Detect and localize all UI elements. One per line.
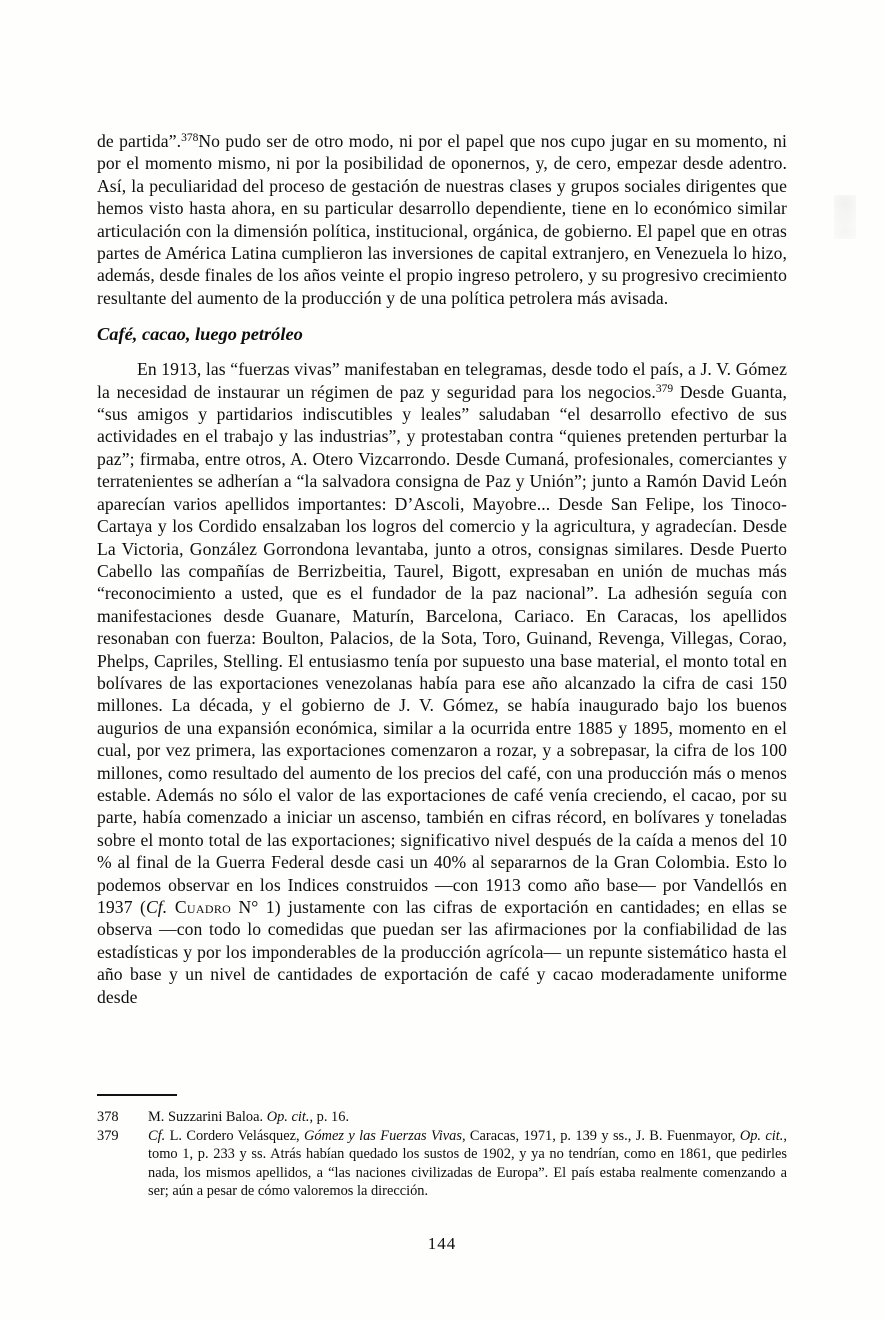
paragraph-cafe-cacao-seg4: N° 1) justamente con las cifras de exportación en cantidades; en ellas se observa —con todo lo comedidas que puedan ser las afirmaciones por la confiabilidad de las estadísticas y por los imponderables de la producción agrícola— un repunte sistemático hasta el año base y un nivel de cantidades de exportación de café y cacao moderadamente uniforme desde — [97, 897, 787, 1007]
paragraph-cafe-cacao-seg2: Desde Guanta, “sus amigos y partidarios indiscutibles y leales” saludaban “el desarrollo efectivo de sus actividades en el trabajo y las industrias”, y protestaban contra “quienes pretenden perturbar la paz”; firmaba, entre otros, A. Otero Vizcarrondo. Desde Cumaná, profesionales, comerciantes y terratenientes se adherían a “la salvadora consigna de Paz y Unión”; junto a Ramón David León aparecían varios apellidos importantes: D’Ascoli, Mayobre... Desde San Felipe, los Tinoco-Cartaya y los Cordido ensalzaban los logros del comercio y la agricultura, y agradecían. Desde La Victoria, González Gorrondona levantaba, junto a otros, consignas similares. Desde Puerto Cabello las compañías de Berrizbeitia, Taurel, Bigott, expresaban en unión de muchas más “reconocimiento a usted, que es el fundador de la paz nacional”. La adhesión seguía con manifestaciones desde Guanare, Maturín, Barcelona, Cariaco. En Caracas, los apellidos resonaban con fuerza: Boulton, Palacios, de la Sota, Toro, Guinand, Revenga, Villegas, Corao, Phelps, Capriles, Stelling. El entusiasmo tenía por supuesto una base material, el monto total en bolívares de las exportaciones venezolanas había para ese año alcanzado la cifra de casi 150 millones. La década, y el gobierno de J. V. Gómez, se había inaugurado bajo los buenos augurios de una expansión económica, similar a la ocurrida entre 1885 y 1895, momento en el cual, por vez primera, las exportaciones comenzaron a rozar, y a sobrepasar, la cifra de los 100 millones, como resultado del aumento de los precios del café, con una producción más o menos estable. Además no sólo el valor de las exportaciones de café venía creciendo, el cacao, por su parte, había comenzado a iniciar un ascenso, también en cifras récord, en bolívares y toneladas sobre el monto total de las exportaciones; significativo nivel después de la caída a menos del 10 % al final de la Guerra Federal desde casi un 40% al separarnos de la Gran Colombia. Esto lo podemos observar en los Indices construidos —con 1913 como año base— por Vandellós en 1937 ( — [97, 381, 787, 917]
footnote-text-segment: M. Suzzarini Baloa. — [148, 1109, 267, 1125]
footnote-378 — [97, 1108, 787, 1127]
footnote-text-italic-segment: Gómez y las Fuerzas Vivas — [303, 1127, 462, 1144]
cf-abbreviation: Cf. — [145, 897, 168, 917]
footnote-ref-378: 378 — [181, 132, 199, 144]
page-number: 144 — [427, 1234, 457, 1253]
footnote-text — [148, 1127, 787, 1201]
page-content — [97, 130, 787, 1008]
paragraph-cafe-cacao-seg1: En 1913, las “fuerzas vivas” manifestaban en telegramas, desde todo el país, a J. V. Gómez la necesidad de instaurar un régimen de paz y seguridad para los negocios. — [97, 359, 787, 402]
footnote-ref-379: 379 — [655, 382, 674, 395]
footnote-text-italic-segment: Op. cit. — [266, 1109, 310, 1125]
paragraph-cafe-cacao — [97, 358, 787, 1008]
footnote-text — [148, 1108, 787, 1127]
footnote-text-segment: L. Cordero Velásquez, — [165, 1127, 304, 1144]
cuadro-reference: Cuadro — [167, 897, 232, 917]
footnotes-section — [97, 1094, 787, 1201]
footnote-number: 378 — [97, 1109, 119, 1125]
paragraph-continuation-text-post: No pudo ser de otro modo, ni por el papel que nos cupo jugar en su momento, ni por el momento mismo, ni por la posibilidad de oponernos, y, de cero, empezar desde adentro. Así, la peculiaridad del proceso de gestación de nuestras clases y grupos sociales dirigentes que hemos visto hasta ahora, en su particular desarrollo dependiente, tiene en lo económico similar articulación con la dimensión política, institucional, orgánica, de gobierno. El papel que en otras partes de América Latina cumplieron las inversiones de capital extranjero, en Venezuela lo hizo, además, desde finales de los años veinte el propio ingreso petrolero, y su progresivo crecimiento resultante del aumento de la producción y de una política petrolera más avisada. — [97, 131, 787, 308]
footnote-number: 379 — [97, 1127, 119, 1144]
footnote-text-italic-segment: Op. cit. — [739, 1127, 784, 1144]
footnote-text-segment: , p. 16. — [309, 1109, 350, 1125]
footnote-text-italic-segment: Cf. — [148, 1127, 166, 1144]
footnote-separator-rule — [97, 1094, 177, 1096]
footnote-379 — [97, 1127, 787, 1201]
paragraph-continuation-text-pre: de partida”. — [97, 131, 182, 151]
footnote-text-segment: , tomo 1, p. 233 y ss. Atrás habían quedado los sustos de 1902, y ya no tendrían, como en 1861, que pedirles nada, los mismos apellidos, a “las naciones civilizadas de Europa”. El país estaba realmente comenzando a ser; aún a pesar de cómo valoremos la dirección. — [148, 1127, 788, 1200]
paragraph-continuation — [97, 130, 787, 309]
footnote-text-segment: , Caracas, 1971, p. 139 y ss., J. B. Fuenmayor, — [461, 1127, 740, 1144]
section-heading: Café, cacao, luego petróleo — [97, 324, 303, 345]
scan-smudge — [834, 195, 856, 239]
